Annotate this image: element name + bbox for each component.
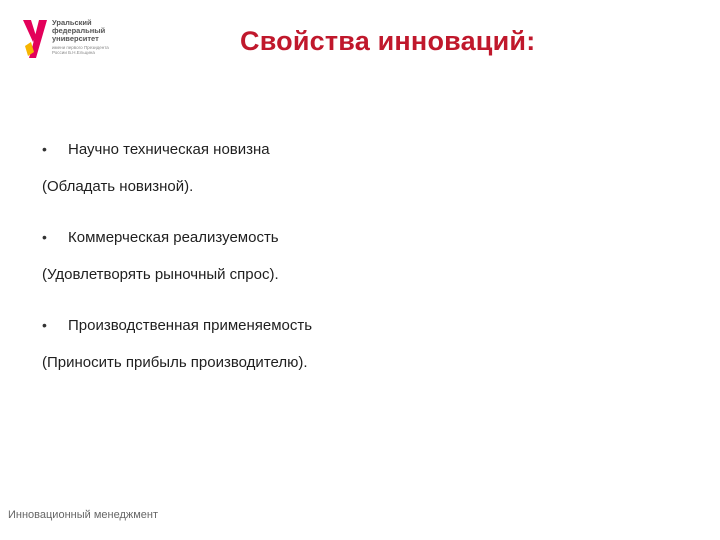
- item-label: Производственная применяемость: [68, 316, 313, 334]
- logo-wordmark: Уральский федеральный университет: [52, 18, 106, 43]
- bullet-icon: •: [42, 141, 47, 157]
- item-note: (Удовлетворять рыночный спрос).: [42, 266, 279, 283]
- slide-content: [42, 138, 662, 374]
- university-logo: [22, 18, 132, 62]
- logo-subtitle: имени первого Президента России Б.Н.Ельцина: [52, 45, 109, 55]
- item-note: (Приносить прибыль производителю).: [42, 354, 308, 371]
- list-item: [42, 226, 662, 248]
- slide-title: Свойства инноваций:: [240, 26, 536, 56]
- urfu-logo-icon: [22, 18, 48, 60]
- bullet-icon: •: [42, 229, 47, 245]
- item-label: Коммерческая реализуемость: [68, 228, 279, 246]
- item-label: Научно техническая новизна: [68, 140, 270, 158]
- list-item: [42, 314, 662, 336]
- item-note: (Обладать новизной).: [42, 178, 194, 195]
- footer-text: Инновационный менеджмент: [8, 509, 159, 521]
- list-item: [42, 138, 662, 160]
- bullet-icon: •: [42, 317, 47, 333]
